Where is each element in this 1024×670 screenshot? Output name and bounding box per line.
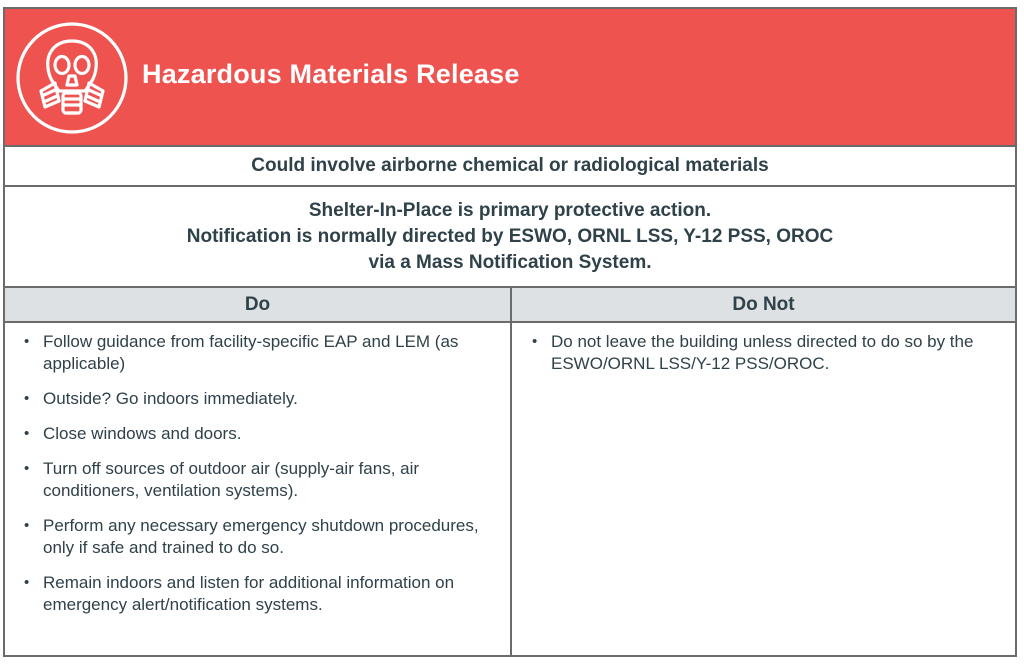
do-list (21, 331, 501, 629)
column-divider (510, 288, 512, 655)
do-item-text: Remain indoors and listen for additional information on emergency alert/notification systems. (43, 573, 455, 614)
list-item (21, 515, 501, 559)
bullet-icon: • (24, 390, 30, 407)
do-not-list (529, 331, 1007, 388)
gas-mask-icon (15, 21, 129, 135)
notice-block (5, 187, 1015, 288)
list-item (21, 572, 501, 616)
do-item-text: Perform any necessary emergency shutdown procedures, only if safe and trained to do so. (43, 516, 479, 557)
do-not-column-header: Do Not (512, 288, 1015, 323)
list-item (21, 458, 501, 502)
hazmat-card (3, 7, 1017, 657)
notice-line: Notification is normally directed by ESWO, ORNL LSS, Y-12 PSS, OROC (186, 225, 834, 247)
do-item-text: Turn off sources of outdoor air (supply-air fans, air conditioners, ventilation systems). (43, 459, 420, 500)
list-item (21, 331, 501, 375)
notice-line: via a Mass Notification System. (368, 251, 652, 273)
bullet-icon: • (24, 574, 30, 591)
bullet-icon: • (24, 425, 30, 442)
do-item-text: Outside? Go indoors immediately. (43, 389, 298, 408)
bullet-icon: • (24, 333, 30, 350)
bullet-icon: • (532, 333, 538, 350)
do-column-header: Do (5, 288, 510, 323)
bullet-icon: • (24, 517, 30, 534)
list-item (21, 388, 501, 410)
list-item (21, 423, 501, 445)
header-banner (5, 9, 1015, 147)
bullet-icon: • (24, 460, 30, 477)
subtitle: Could involve airborne chemical or radiological materials (5, 147, 1015, 187)
do-not-item-text: Do not leave the building unless directed to do so by the ESWO/ORNL LSS/Y-12 PSS/OROC. (551, 332, 974, 373)
do-item-text: Close windows and doors. (43, 424, 242, 443)
notice-line: Shelter-In-Place is primary protective action. (308, 199, 712, 221)
list-item (529, 331, 1007, 375)
page-title: Hazardous Materials Release (142, 59, 520, 89)
do-item-text: Follow guidance from facility-specific EAP and LEM (as applicable) (43, 332, 459, 373)
